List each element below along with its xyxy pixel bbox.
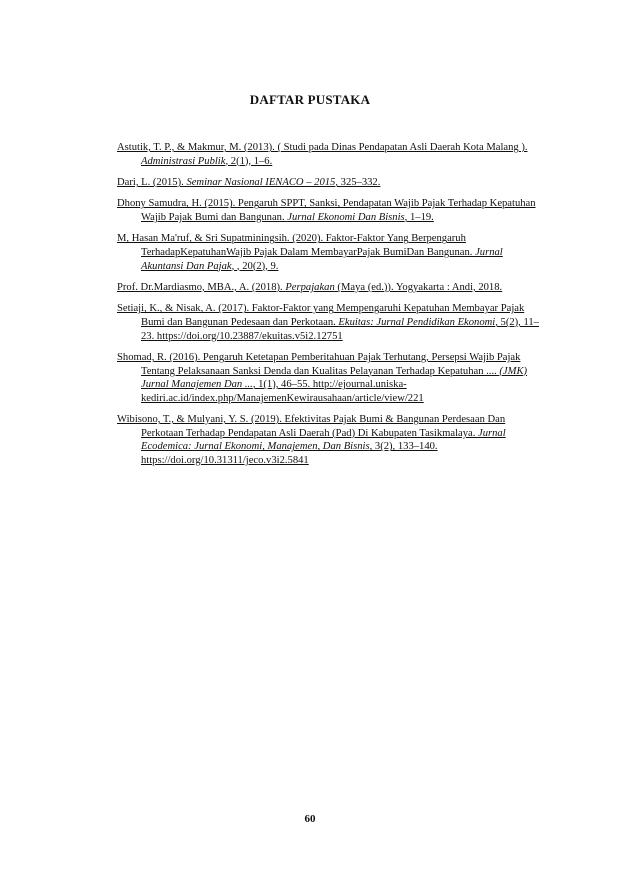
reference-text: Astutik, T. P., & Makmur, M. (2013). ( Studi pada Dinas Pendapatan Asli Daerah Kota Malang ). bbox=[117, 142, 528, 153]
reference-text: Shomad, R. (2016). Pengaruh Ketetapan Pemberitahuan Pajak Terhutang, Persepsi Wajib Pajak Tentang Pelaksanaan Sanksi Denda dan Kualitas Pelayanan Terhadap Kepatuhan .... bbox=[117, 351, 521, 377]
reference-text: (Maya (ed.)). Yogyakarta : Andi, 2018. bbox=[334, 281, 503, 293]
reference-list bbox=[117, 141, 547, 475]
reference-text: , 1–19. bbox=[404, 211, 434, 223]
reference-source-title: Ekuitas: Jurnal Pendidikan Ekonomi bbox=[338, 316, 496, 328]
reference-entry bbox=[117, 176, 547, 190]
reference-text: Wibisono, T., & Mulyani, Y. S. (2019). Efektivitas Pajak Bumi & Bangunan Perdesaan Dan Perkotaan Terhadap Pendapatan Asli Daerah (Pad) Di Kabupaten Tasikmalaya. bbox=[117, 414, 506, 439]
reference-text: Prof. Dr.Mardiasmo, MBA., A. (2018). bbox=[117, 281, 286, 293]
reference-text: , 2(1), 1–6. bbox=[225, 155, 273, 167]
reference-text: Dhony Samudra, H. (2015). Pengaruh SPPT, Sanksi, Pendapatan Wajib Pajak Terhadap Kepatuhan Wajib Pajak Bumi dan Bangunan. bbox=[117, 198, 536, 223]
reference-source-title: Jurnal Ecodemica: Jurnal Ekonomi, Manajemen, Dan Bisnis bbox=[141, 427, 506, 453]
reference-text: , 3(2), 133–140. https://doi.org/10.31311/jeco.v3i2.5841 bbox=[141, 441, 438, 466]
reference-entry bbox=[117, 141, 547, 168]
reference-source-title: (JMK) Jurnal Manajemen Dan ... bbox=[141, 365, 528, 391]
reference-source-title: Administrasi Publik bbox=[141, 155, 226, 167]
reference-source-title: Seminar Nasional IENACO – 2015 bbox=[186, 176, 336, 188]
reference-entry bbox=[117, 413, 547, 467]
reference-text: Setiaji, K., & Nisak, A. (2017). Faktor-Faktor yang Mempengaruhi Kepatuhan Membayar Pajak Bumi dan Bangunan Pedesaan dan Perkotaan. bbox=[117, 303, 525, 328]
reference-source-title: Perpajakan bbox=[285, 281, 335, 293]
reference-text: , 5(2), 11–23. https://doi.org/10.23887/ekuitas.v5i2.12751 bbox=[141, 316, 539, 342]
reference-source-title: Jurnal Ekonomi Dan Bisnis bbox=[287, 211, 405, 223]
reference-text: Dari, L. (2015). bbox=[117, 176, 187, 188]
reference-source-title: Jurnal Akuntansi Dan Pajak bbox=[141, 246, 503, 272]
reference-entry bbox=[117, 281, 547, 295]
reference-text: , 1(1), 46–55. http://ejournal.uniska-kediri.ac.id/index.php/ManajemenKewirausahaan/article/view/221 bbox=[141, 379, 424, 404]
reference-entry bbox=[117, 232, 547, 273]
reference-entry bbox=[117, 302, 547, 343]
reference-entry bbox=[117, 197, 547, 224]
page-title: DAFTAR PUSTAKA bbox=[249, 92, 371, 107]
reference-text: , , 20(2), 9. bbox=[231, 260, 279, 272]
page-number: 60 bbox=[304, 813, 316, 825]
reference-text: , 325–332. bbox=[335, 176, 381, 188]
reference-text: M, Hasan Ma'ruf, & Sri Supatminingsih. (2020). Faktor-Faktor Yang Berpengaruh TerhadapKepatuhanWajib Pajak Dalam MembayarPajak BumiDan Bangunan. bbox=[117, 233, 476, 258]
reference-entry bbox=[117, 351, 547, 405]
